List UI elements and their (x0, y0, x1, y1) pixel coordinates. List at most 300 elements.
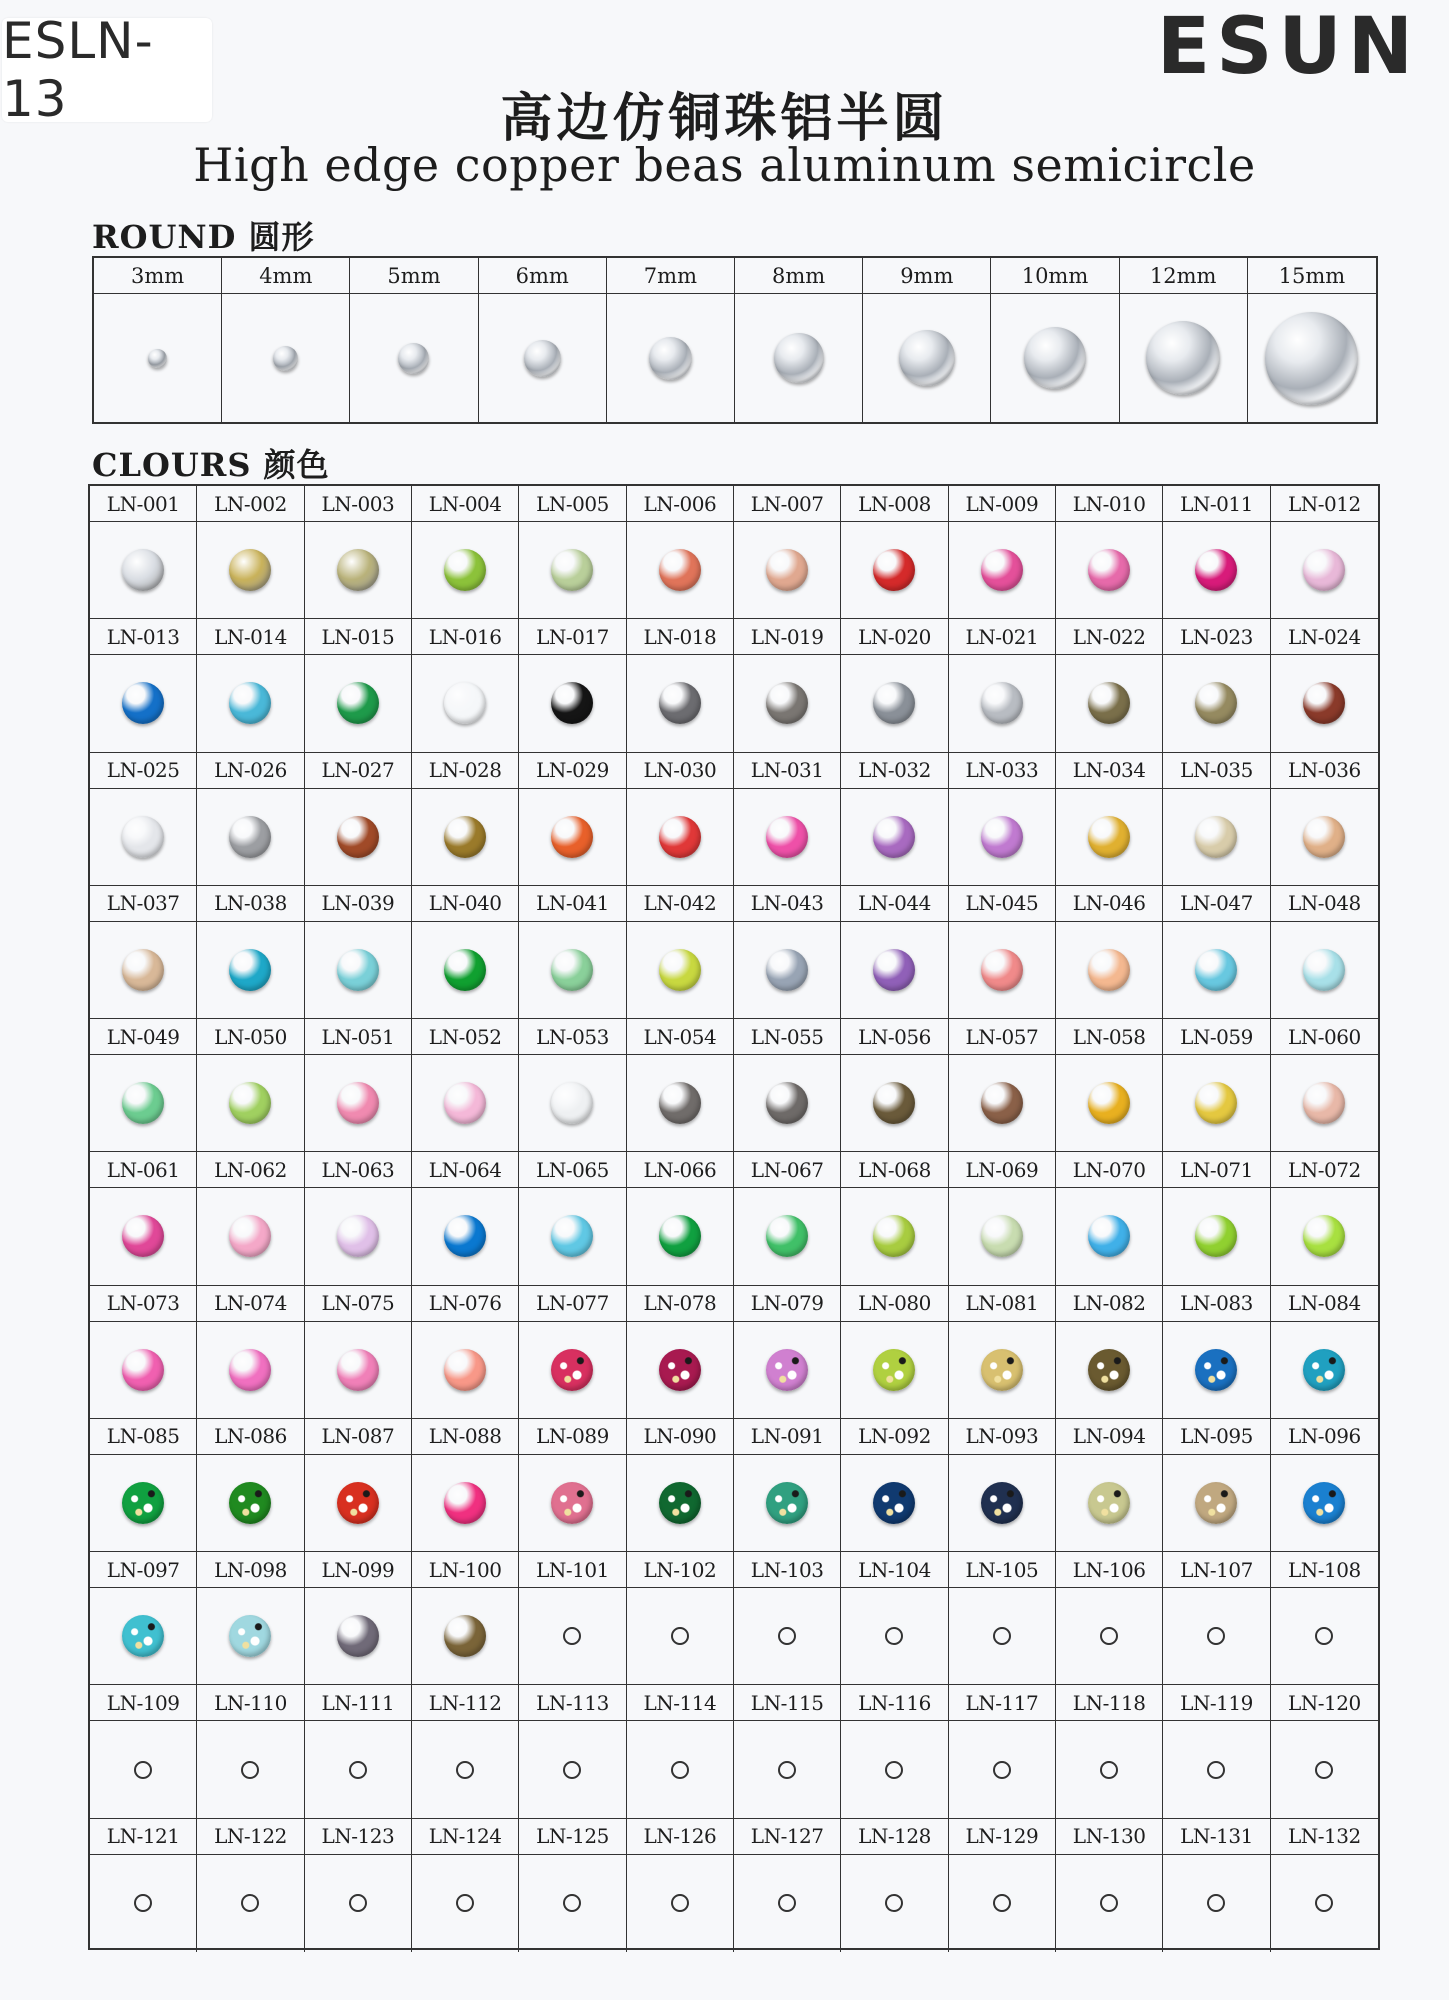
size-sample-cell (94, 294, 222, 422)
color-swatch-cell (841, 522, 948, 619)
color-bead-sample (1195, 682, 1237, 724)
color-code-label: LN-008 (841, 486, 948, 522)
color-code-label: LN-040 (412, 886, 519, 922)
color-code-label: LN-120 (1271, 1685, 1378, 1721)
color-swatch-cell (197, 1721, 304, 1818)
color-swatch-cell (1163, 1322, 1270, 1419)
color-bead-sample (337, 1349, 379, 1391)
color-swatch-cell (197, 1588, 304, 1685)
color-code-label: LN-083 (1163, 1286, 1270, 1322)
color-swatch-cell (197, 1322, 304, 1419)
color-bead-sample (766, 1082, 808, 1124)
color-swatch-cell (949, 655, 1056, 752)
color-code-label: LN-078 (627, 1286, 734, 1322)
color-code-label: LN-111 (305, 1685, 412, 1721)
color-code-label: LN-037 (90, 886, 197, 922)
size-sample-cell (1120, 294, 1248, 422)
color-code-label: LN-103 (734, 1552, 841, 1588)
color-bead-sample (229, 1482, 271, 1524)
empty-slot-circle (1100, 1761, 1118, 1779)
color-swatch-cell (627, 1322, 734, 1419)
size-sample-cell (863, 294, 991, 422)
color-code-label: LN-024 (1271, 619, 1378, 655)
size-label: 12mm (1120, 258, 1248, 294)
size-sample-cell (991, 294, 1119, 422)
color-swatch-cell (305, 1055, 412, 1152)
color-bead-sample (1303, 549, 1345, 591)
color-code-label: LN-125 (519, 1819, 626, 1855)
color-code-label: LN-065 (519, 1152, 626, 1188)
color-swatch-cell (1163, 789, 1270, 886)
color-swatch-cell (90, 1055, 197, 1152)
color-code-label: LN-029 (519, 753, 626, 789)
color-swatch-cell (412, 1588, 519, 1685)
color-bead-sample (551, 949, 593, 991)
empty-slot-circle (1100, 1627, 1118, 1645)
color-swatch-cell (412, 1855, 519, 1952)
color-bead-sample (444, 1615, 486, 1657)
color-swatch-cell (734, 789, 841, 886)
color-code-label: LN-064 (412, 1152, 519, 1188)
size-label: 6mm (479, 258, 607, 294)
empty-slot-circle (993, 1761, 1011, 1779)
size-sample-cell (222, 294, 350, 422)
size-sample-bead (398, 343, 429, 374)
color-code-label: LN-118 (1056, 1685, 1163, 1721)
size-label: 3mm (94, 258, 222, 294)
color-swatch-cell (90, 1588, 197, 1685)
color-code-label: LN-004 (412, 486, 519, 522)
color-code-label: LN-015 (305, 619, 412, 655)
color-bead-sample (229, 949, 271, 991)
color-swatch-cell (412, 655, 519, 752)
color-swatch-cell (305, 1188, 412, 1285)
color-swatch-cell (305, 1721, 412, 1818)
color-code-label: LN-059 (1163, 1019, 1270, 1055)
empty-slot-circle (671, 1761, 689, 1779)
color-bead-sample (551, 1215, 593, 1257)
color-bead-sample (1303, 816, 1345, 858)
color-code-label: LN-039 (305, 886, 412, 922)
color-swatch-cell (949, 1188, 1056, 1285)
color-swatch-cell (734, 1188, 841, 1285)
color-swatch-cell (412, 1055, 519, 1152)
color-code-label: LN-012 (1271, 486, 1378, 522)
color-swatch-cell (734, 1322, 841, 1419)
size-sample-bead (1024, 327, 1086, 389)
color-code-label: LN-031 (734, 753, 841, 789)
color-code-label: LN-116 (841, 1685, 948, 1721)
color-code-label: LN-090 (627, 1419, 734, 1455)
color-bead-sample (551, 816, 593, 858)
color-swatch-cell (519, 1188, 626, 1285)
round-section-label: ROUND 圆形 (92, 218, 315, 256)
color-bead-sample (1303, 1082, 1345, 1124)
color-swatch-cell (1056, 522, 1163, 619)
color-bead-sample (1088, 549, 1130, 591)
color-swatch-cell (197, 1055, 304, 1152)
size-label: 15mm (1248, 258, 1376, 294)
color-code-label: LN-089 (519, 1419, 626, 1455)
size-sample-bead (774, 333, 824, 383)
color-bead-sample (122, 1615, 164, 1657)
color-bead-sample (981, 682, 1023, 724)
color-swatch-cell (1056, 922, 1163, 1019)
color-swatch-cell (412, 1188, 519, 1285)
color-code-label: LN-023 (1163, 619, 1270, 655)
color-swatch-cell (841, 1055, 948, 1152)
color-code-label: LN-026 (197, 753, 304, 789)
color-bead-sample (981, 949, 1023, 991)
size-sample-bead (649, 337, 692, 380)
color-bead-sample (229, 549, 271, 591)
color-bead-sample (1303, 1349, 1345, 1391)
color-swatch-cell (1056, 1588, 1163, 1685)
color-swatch-cell (734, 1588, 841, 1685)
color-swatch-cell (90, 1855, 197, 1952)
color-swatch-cell (519, 922, 626, 1019)
color-bead-sample (766, 1215, 808, 1257)
size-sample-bead (148, 349, 167, 368)
color-swatch-cell (1056, 1455, 1163, 1552)
color-bead-sample (337, 1482, 379, 1524)
color-swatch-cell (841, 1588, 948, 1685)
color-bead-sample (766, 1482, 808, 1524)
color-code-label: LN-100 (412, 1552, 519, 1588)
color-code-label: LN-084 (1271, 1286, 1378, 1322)
empty-slot-circle (349, 1894, 367, 1912)
color-bead-sample (659, 1349, 701, 1391)
empty-slot-circle (349, 1761, 367, 1779)
color-swatch-cell (1271, 1055, 1378, 1152)
color-bead-sample (1195, 1215, 1237, 1257)
color-swatch-cell (949, 522, 1056, 619)
color-bead-sample (1195, 549, 1237, 591)
color-bead-sample (122, 1349, 164, 1391)
empty-slot-circle (134, 1761, 152, 1779)
color-bead-sample (122, 949, 164, 991)
size-label: 7mm (607, 258, 735, 294)
color-code-label: LN-123 (305, 1819, 412, 1855)
colours-section-label: CLOURS 颜色 (92, 446, 330, 484)
color-table (88, 484, 1380, 1950)
color-bead-sample (337, 816, 379, 858)
title-chinese: 高边仿铜珠铝半圆 (500, 89, 949, 149)
size-sample-bead (524, 340, 561, 377)
color-code-label: LN-014 (197, 619, 304, 655)
color-swatch-cell (627, 655, 734, 752)
color-swatch-cell (197, 922, 304, 1019)
color-swatch-cell (841, 922, 948, 1019)
color-swatch-cell (734, 922, 841, 1019)
color-code-label: LN-122 (197, 1819, 304, 1855)
color-swatch-cell (1271, 1455, 1378, 1552)
color-bead-sample (981, 1082, 1023, 1124)
color-code-label: LN-110 (197, 1685, 304, 1721)
size-label: 9mm (863, 258, 991, 294)
color-swatch-cell (1056, 1721, 1163, 1818)
color-code-label: LN-063 (305, 1152, 412, 1188)
color-code-label: LN-106 (1056, 1552, 1163, 1588)
color-swatch-cell (734, 1455, 841, 1552)
color-bead-sample (337, 1082, 379, 1124)
color-swatch-cell (627, 1055, 734, 1152)
color-code-label: LN-057 (949, 1019, 1056, 1055)
color-swatch-cell (305, 1455, 412, 1552)
color-swatch-cell (734, 1855, 841, 1952)
color-swatch-cell (1056, 789, 1163, 886)
empty-slot-circle (1207, 1761, 1225, 1779)
color-code-label: LN-113 (519, 1685, 626, 1721)
color-code-label: LN-043 (734, 886, 841, 922)
empty-slot-circle (1315, 1627, 1333, 1645)
empty-slot-circle (885, 1894, 903, 1912)
size-sample-bead (1265, 312, 1358, 405)
empty-slot-circle (563, 1761, 581, 1779)
color-bead-sample (122, 816, 164, 858)
size-label: 4mm (222, 258, 350, 294)
color-code-label: LN-127 (734, 1819, 841, 1855)
color-bead-sample (1195, 816, 1237, 858)
color-code-label: LN-092 (841, 1419, 948, 1455)
color-code-label: LN-132 (1271, 1819, 1378, 1855)
color-bead-sample (873, 1482, 915, 1524)
color-swatch-cell (1271, 1588, 1378, 1685)
color-swatch-cell (1271, 1322, 1378, 1419)
empty-slot-circle (1207, 1627, 1225, 1645)
color-bead-sample (229, 1615, 271, 1657)
color-swatch-cell (305, 1322, 412, 1419)
color-code-label: LN-019 (734, 619, 841, 655)
empty-slot-circle (456, 1894, 474, 1912)
color-code-label: LN-030 (627, 753, 734, 789)
size-table (92, 256, 1378, 424)
empty-slot-circle (1100, 1894, 1118, 1912)
color-swatch-cell (1271, 922, 1378, 1019)
color-bead-sample (1195, 1082, 1237, 1124)
empty-slot-circle (1315, 1761, 1333, 1779)
color-swatch-cell (412, 1721, 519, 1818)
color-code-label: LN-131 (1163, 1819, 1270, 1855)
color-code-label: LN-094 (1056, 1419, 1163, 1455)
color-code-label: LN-129 (949, 1819, 1056, 1855)
color-bead-sample (229, 816, 271, 858)
color-bead-sample (981, 1482, 1023, 1524)
color-code-label: LN-114 (627, 1685, 734, 1721)
color-code-label: LN-093 (949, 1419, 1056, 1455)
color-bead-sample (122, 549, 164, 591)
color-bead-sample (766, 682, 808, 724)
color-code-label: LN-077 (519, 1286, 626, 1322)
color-bead-sample (873, 1215, 915, 1257)
color-swatch-cell (734, 655, 841, 752)
color-bead-sample (1088, 682, 1130, 724)
color-code-label: LN-105 (949, 1552, 1056, 1588)
color-bead-sample (122, 1082, 164, 1124)
empty-slot-circle (885, 1627, 903, 1645)
color-code-label: LN-121 (90, 1819, 197, 1855)
color-code-label: LN-048 (1271, 886, 1378, 922)
empty-slot-circle (241, 1761, 259, 1779)
color-code-label: LN-101 (519, 1552, 626, 1588)
color-swatch-cell (90, 1721, 197, 1818)
color-bead-sample (659, 949, 701, 991)
color-swatch-cell (1056, 1188, 1163, 1285)
color-code-label: LN-027 (305, 753, 412, 789)
color-code-label: LN-051 (305, 1019, 412, 1055)
color-code-label: LN-007 (734, 486, 841, 522)
color-bead-sample (1088, 1082, 1130, 1124)
color-code-label: LN-055 (734, 1019, 841, 1055)
color-swatch-cell (90, 522, 197, 619)
color-bead-sample (444, 549, 486, 591)
color-swatch-cell (627, 1188, 734, 1285)
color-swatch-cell (412, 522, 519, 619)
color-swatch-cell (305, 922, 412, 1019)
color-code-label: LN-062 (197, 1152, 304, 1188)
color-code-label: LN-075 (305, 1286, 412, 1322)
empty-slot-circle (778, 1627, 796, 1645)
color-swatch-cell (841, 789, 948, 886)
color-swatch-cell (1271, 1721, 1378, 1818)
color-code-label: LN-002 (197, 486, 304, 522)
color-code-label: LN-074 (197, 1286, 304, 1322)
color-bead-sample (766, 549, 808, 591)
color-code-label: LN-095 (1163, 1419, 1270, 1455)
color-code-label: LN-054 (627, 1019, 734, 1055)
color-code-label: LN-115 (734, 1685, 841, 1721)
color-swatch-cell (305, 789, 412, 886)
color-code-label: LN-096 (1271, 1419, 1378, 1455)
color-swatch-cell (519, 1588, 626, 1685)
color-swatch-cell (519, 1455, 626, 1552)
color-bead-sample (659, 1082, 701, 1124)
color-swatch-cell (305, 1588, 412, 1685)
color-swatch-cell (519, 655, 626, 752)
color-swatch-cell (197, 1455, 304, 1552)
color-swatch-cell (949, 1055, 1056, 1152)
color-swatch-cell (841, 1322, 948, 1419)
empty-slot-circle (993, 1627, 1011, 1645)
color-swatch-cell (949, 922, 1056, 1019)
color-bead-sample (337, 1615, 379, 1657)
color-bead-sample (1303, 1215, 1345, 1257)
color-bead-sample (122, 1215, 164, 1257)
color-swatch-cell (627, 922, 734, 1019)
empty-slot-circle (671, 1627, 689, 1645)
color-code-label: LN-066 (627, 1152, 734, 1188)
color-swatch-cell (305, 522, 412, 619)
color-swatch-cell (949, 1855, 1056, 1952)
color-swatch-cell (841, 1455, 948, 1552)
color-swatch-cell (627, 522, 734, 619)
color-bead-sample (444, 1082, 486, 1124)
color-swatch-cell (519, 1855, 626, 1952)
color-swatch-cell (1271, 522, 1378, 619)
color-code-label: LN-124 (412, 1819, 519, 1855)
color-swatch-cell (90, 1188, 197, 1285)
color-swatch-cell (734, 1721, 841, 1818)
color-swatch-cell (519, 1721, 626, 1818)
color-swatch-cell (1271, 1188, 1378, 1285)
color-bead-sample (444, 1215, 486, 1257)
color-code-label: LN-108 (1271, 1552, 1378, 1588)
color-swatch-cell (627, 1455, 734, 1552)
size-label: 5mm (350, 258, 478, 294)
color-code-label: LN-036 (1271, 753, 1378, 789)
color-swatch-cell (949, 1588, 1056, 1685)
color-swatch-cell (197, 655, 304, 752)
color-code-label: LN-046 (1056, 886, 1163, 922)
color-code-label: LN-001 (90, 486, 197, 522)
color-bead-sample (1303, 949, 1345, 991)
color-bead-sample (1195, 1349, 1237, 1391)
brand-logo: ESUN (1156, 2, 1419, 92)
color-code-label: LN-117 (949, 1685, 1056, 1721)
color-code-label: LN-011 (1163, 486, 1270, 522)
color-bead-sample (337, 949, 379, 991)
color-bead-sample (229, 682, 271, 724)
color-code-label: LN-130 (1056, 1819, 1163, 1855)
color-bead-sample (122, 1482, 164, 1524)
color-swatch-cell (519, 522, 626, 619)
color-code-label: LN-086 (197, 1419, 304, 1455)
color-bead-sample (1088, 1349, 1130, 1391)
color-code-label: LN-097 (90, 1552, 197, 1588)
color-code-label: LN-068 (841, 1152, 948, 1188)
color-code-label: LN-076 (412, 1286, 519, 1322)
color-swatch-cell (412, 1322, 519, 1419)
color-swatch-cell (1056, 1055, 1163, 1152)
color-bead-sample (337, 682, 379, 724)
color-bead-sample (122, 682, 164, 724)
empty-slot-circle (885, 1761, 903, 1779)
color-swatch-cell (627, 789, 734, 886)
color-code-label: LN-067 (734, 1152, 841, 1188)
color-code-label: LN-038 (197, 886, 304, 922)
color-code-label: LN-032 (841, 753, 948, 789)
color-swatch-cell (1163, 922, 1270, 1019)
title-english: High edge copper beas aluminum semicircle (193, 138, 1256, 192)
color-swatch-cell (197, 789, 304, 886)
color-swatch-cell (197, 1855, 304, 1952)
size-sample-cell (479, 294, 607, 422)
color-swatch-cell (1163, 1721, 1270, 1818)
empty-slot-circle (134, 1894, 152, 1912)
color-swatch-cell (1163, 522, 1270, 619)
color-swatch-cell (197, 522, 304, 619)
color-code-label: LN-041 (519, 886, 626, 922)
size-sample-bead (1146, 321, 1220, 395)
color-code-label: LN-006 (627, 486, 734, 522)
color-swatch-cell (949, 1455, 1056, 1552)
empty-slot-circle (1315, 1894, 1333, 1912)
color-bead-sample (873, 1082, 915, 1124)
color-bead-sample (1088, 949, 1130, 991)
color-bead-sample (1088, 1215, 1130, 1257)
color-code-label: LN-082 (1056, 1286, 1163, 1322)
empty-slot-circle (1207, 1894, 1225, 1912)
color-swatch-cell (519, 1322, 626, 1419)
color-swatch-cell (1271, 1855, 1378, 1952)
color-swatch-cell (627, 1588, 734, 1685)
color-bead-sample (873, 816, 915, 858)
empty-slot-circle (241, 1894, 259, 1912)
color-swatch-cell (1056, 655, 1163, 752)
color-bead-sample (873, 682, 915, 724)
size-sample-cell (735, 294, 863, 422)
color-swatch-cell (1056, 1322, 1163, 1419)
